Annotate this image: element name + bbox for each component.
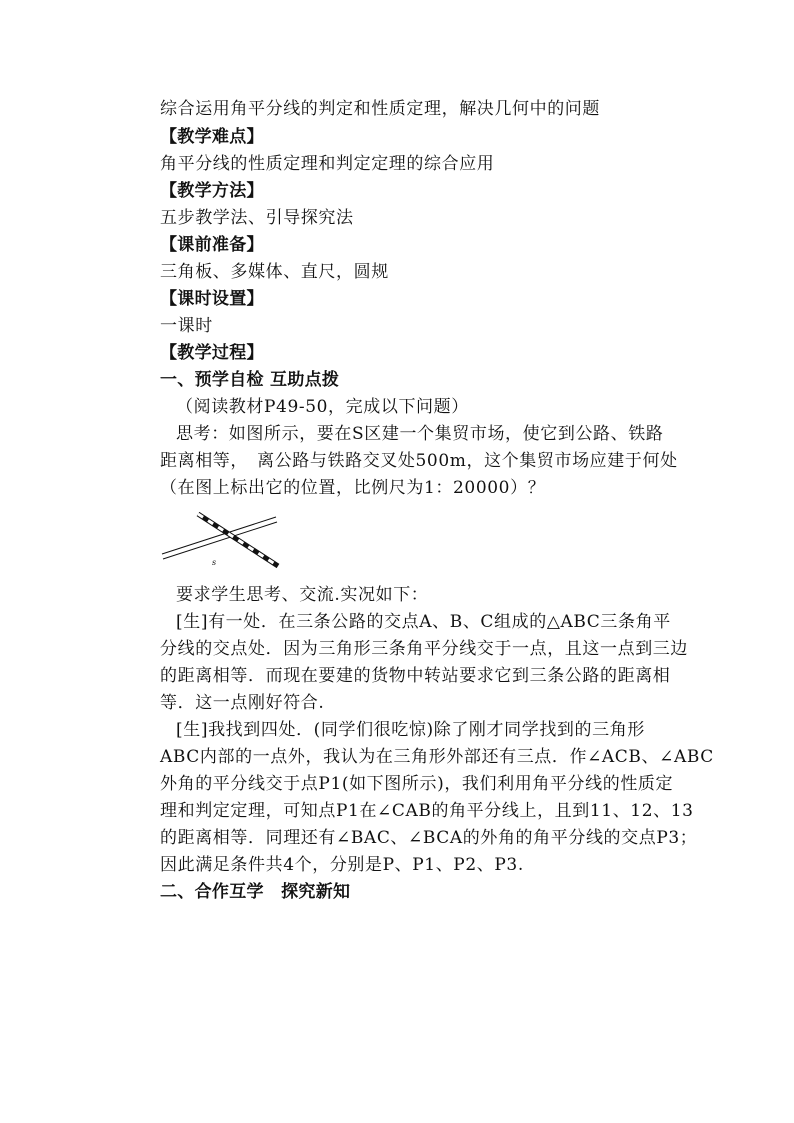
method-text: 五步教学法、引导探究法 xyxy=(160,208,354,228)
student-answer-2-line-1: [生]我找到四处．(同学们很吃惊)除了刚才同学找到的三角形 xyxy=(176,720,645,740)
student-answer-1-line-1: [生]有一处．在三条公路的交点A、B、C组成的△ABC三条角平 xyxy=(176,612,671,632)
student-answer-2-line-4: 理和判定定理，可知点P1在∠CAB的角平分线上，且到11、12、13 xyxy=(160,801,694,821)
preparation-text: 三角板、多媒体、直尺，圆规 xyxy=(160,262,389,282)
think-question-line-3: （在图上标出它的位置，比例尺为1：20000）？ xyxy=(160,478,546,498)
discussion-intro: 要求学生思考、交流.实况如下： xyxy=(176,585,429,605)
student-answer-1-line-3: 的距离相等．而现在要建的货物中转站要求它到三条公路的距离相 xyxy=(160,666,671,686)
student-answer-1-line-2: 分线的交点处．因为三角形三条角平分线交于一点，且这一点到三边 xyxy=(160,639,688,659)
student-answer-2-line-2: ABC内部的一点外，我认为在三角形外部还有三点．作∠ACB、∠ABC xyxy=(160,747,714,767)
student-answer-1-line-4: 等．这一点刚好符合. xyxy=(160,693,325,713)
difficulty-text: 角平分线的性质定理和判定定理的综合应用 xyxy=(160,154,495,174)
heading-method: 【教学方法】 xyxy=(160,181,264,201)
section-one-title: 一、预学自检 互助点拨 xyxy=(160,370,340,390)
section-two-title: 二、合作互学 探究新知 xyxy=(160,882,351,902)
schedule-text: 一课时 xyxy=(160,316,213,336)
heading-difficulty: 【教学难点】 xyxy=(160,127,264,147)
reading-instruction: （阅读教材P49-50，完成以下问题） xyxy=(176,397,469,417)
think-question-line-1: 思考：如图所示，要在S区建一个集贸市场，使它到公路、铁路 xyxy=(176,424,664,444)
student-answer-2-line-5: 的距离相等．同理还有∠BAC、∠BCA的外角的角平分线的交点P3； xyxy=(160,828,698,848)
heading-preparation: 【课前准备】 xyxy=(160,235,264,255)
student-answer-2-line-3: 外角的平分线交于点P1(如下图所示)，我们利用角平分线的性质定 xyxy=(160,774,674,794)
road-edge-upper xyxy=(162,517,276,554)
think-question-line-2: 距离相等， 离公路与铁路交叉处500m，这个集贸市场应建于何处 xyxy=(160,451,678,471)
road-railway-figure xyxy=(158,508,282,572)
student-answer-2-line-6: 因此满足条件共4个，分别是P、P1、P2、P3. xyxy=(160,855,524,875)
s-area-label: s xyxy=(212,558,217,567)
heading-schedule: 【课时设置】 xyxy=(160,289,264,309)
heading-process: 【教学过程】 xyxy=(160,343,264,363)
goal-line: 综合运用角平分线的判定和性质定理，解决几何中的问题 xyxy=(160,99,600,119)
